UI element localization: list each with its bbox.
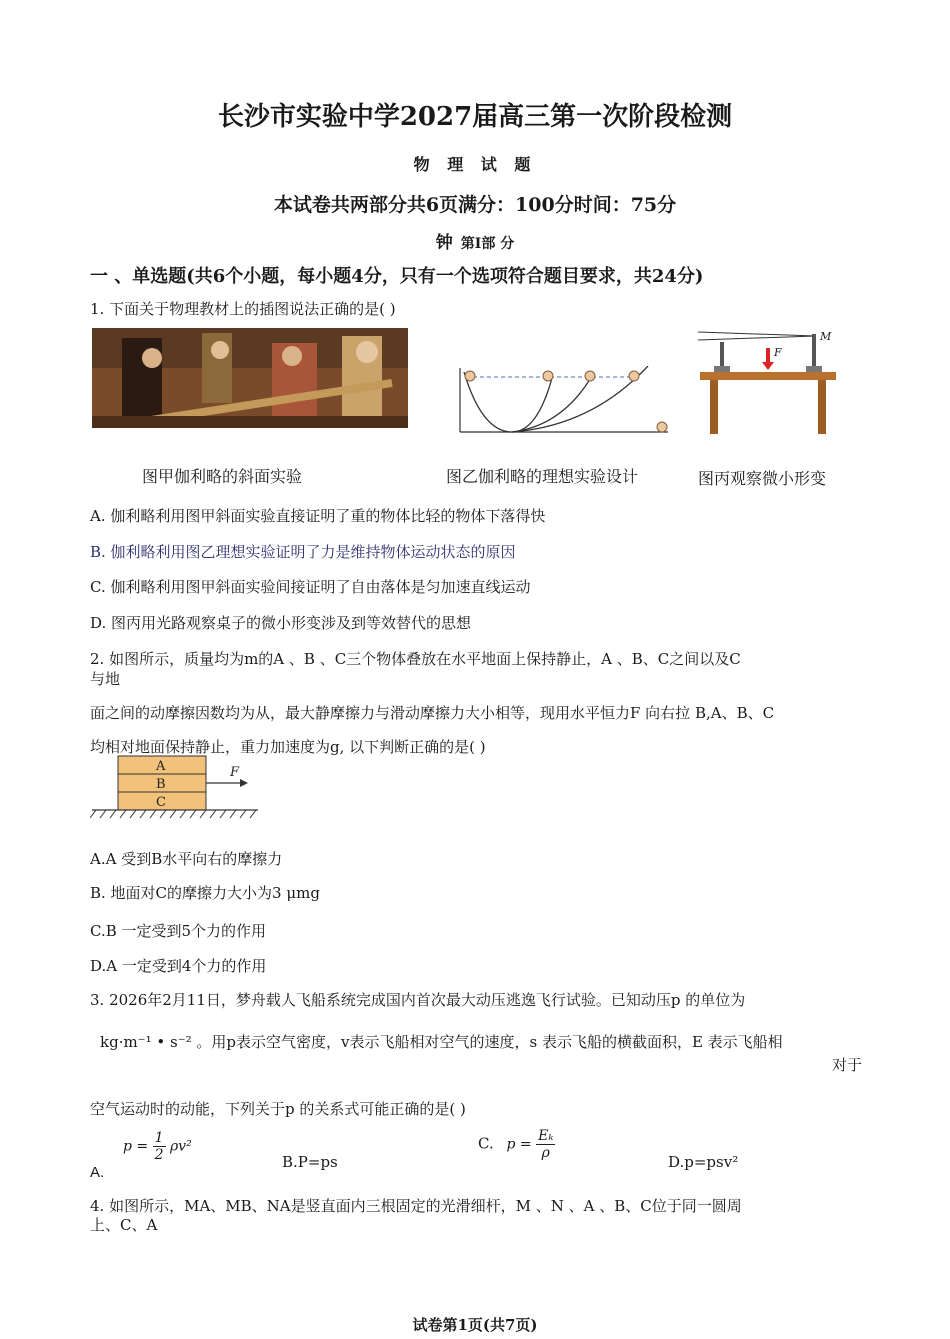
q3-option-a-denominator: 2 — [154, 1147, 164, 1163]
q3-option-a-fraction — [153, 1130, 166, 1163]
q3-option-c-denominator: ρ — [541, 1145, 550, 1161]
section-heading: 一 、单选题(共6个小题，每小题4分，只有一个选项符合题目要求，共24分) — [90, 266, 704, 287]
part-prefix: 钟 — [435, 233, 453, 253]
q3-option-b: B.P=ps — [282, 1153, 338, 1171]
part-label-row — [0, 228, 950, 253]
q4-stem-line1: 4. 如图所示，MA、MB、NA是竖直面内三根固定的光滑细杆，M 、N 、A 、B、C位于同一圆周 — [90, 1197, 742, 1215]
q3-option-c-label: C. — [478, 1134, 494, 1153]
figure-galileo-incline-painting — [92, 328, 408, 428]
q2-stem-line1: 2. 如图所示，质量均为m的A 、B 、C三个物体叠放在水平地面上保持静止，A 、B、C之间以及C — [90, 650, 741, 668]
figure-stacked-blocks — [90, 752, 260, 822]
exam-title: 长沙市实验中学2027届高三第一次阶段检测 — [217, 102, 733, 132]
q3-option-c-numerator: Eₖ — [538, 1128, 554, 1144]
figure-c-mirror-label: M — [820, 330, 832, 343]
q3-option-c-fraction — [536, 1128, 555, 1161]
q2-option-d: D.A 一定受到4个力的作用 — [90, 957, 267, 975]
exam-info: 本试卷共两部分共6页满分：100分时间：75分 — [273, 194, 677, 216]
q3-option-a-numerator: 1 — [154, 1130, 164, 1146]
force-f-label: F — [230, 765, 240, 780]
q3-option-a-label: A. — [90, 1163, 105, 1181]
q3-option-a — [90, 1130, 192, 1181]
q2-option-b: B. 地面对C的摩擦力大小为3 μmg — [90, 884, 320, 902]
figure-ideal-experiment — [452, 366, 674, 434]
q1-option-d: D. 图丙用光路观察桌子的微小形变涉及到等效替代的思想 — [90, 614, 472, 632]
q1-option-b: B. 伽利略利用图乙理想实验证明了力是维持物体运动状态的原因 — [90, 543, 516, 561]
q3-stem-line4: 空气运动时的动能，下列关于p 的关系式可能正确的是( ) — [90, 1100, 466, 1118]
figure-micro-deformation — [696, 328, 846, 436]
q2-option-a: A.A 受到B水平向右的摩擦力 — [90, 850, 283, 868]
q3-stem-line1: 3. 2026年2月11日，梦舟载人飞船系统完成国内首次最大动压逃逸飞行试验。已知动压p 的单位为 — [90, 991, 746, 1009]
q2-option-c: C.B 一定受到5个力的作用 — [90, 922, 267, 940]
q3-option-a-rhs: ρv² — [169, 1138, 192, 1155]
q3-stem-line3: 对于 — [832, 1056, 863, 1074]
q3-option-a-lhs: p = — [122, 1138, 149, 1155]
caption-figure-c: 图丙观察微小形变 — [698, 469, 827, 488]
q3-option-d: D.p=psv² — [668, 1153, 739, 1171]
q3-option-c-lhs: p = — [506, 1136, 532, 1153]
q2-stem-line2: 与地 — [90, 670, 121, 688]
subject-title: 物 理 试 题 — [413, 155, 537, 174]
part-label: 第I部 分 — [460, 236, 515, 252]
page-footer: 试卷第1页(共7页) — [412, 1316, 538, 1334]
caption-figure-a: 图甲伽利略的斜面实验 — [142, 467, 303, 486]
q3-option-a-formula — [123, 1130, 192, 1163]
figure-c-force-label: F — [774, 346, 782, 359]
block-a-label: A — [156, 759, 166, 774]
q1-stem: 1. 下面关于物理教材上的插图说法正确的是( ) — [90, 300, 396, 318]
q2-stem-line4: 均相对地面保持静止，重力加速度为g, 以下判断正确的是( ) — [90, 738, 486, 756]
q3-option-c — [478, 1128, 555, 1161]
q1-option-a: A. 伽利略利用图甲斜面实验直接证明了重的物体比轻的物体下落得快 — [90, 507, 546, 525]
q1-option-c: C. 伽利略利用图甲斜面实验间接证明了自由落体是匀加速直线运动 — [90, 578, 531, 596]
block-b-label: B — [156, 777, 166, 792]
q4-stem-line2: 上、C、A — [90, 1216, 158, 1234]
caption-figure-b: 图乙伽利略的理想实验设计 — [446, 467, 639, 486]
block-c-label: C — [156, 795, 166, 810]
q3-unit-line: kg·m⁻¹ • s⁻² 。用p表示空气密度，v表示飞船相对空气的速度，s 表示飞船的横截面积，E 表示飞船相 — [100, 1033, 783, 1051]
q2-stem-line3: 面之间的动摩擦因数均为从，最大静摩擦力与滑动摩擦力大小相等，现用水平恒力F 向右拉 B,A、B、C — [90, 704, 775, 722]
q3-option-c-formula — [507, 1128, 556, 1161]
